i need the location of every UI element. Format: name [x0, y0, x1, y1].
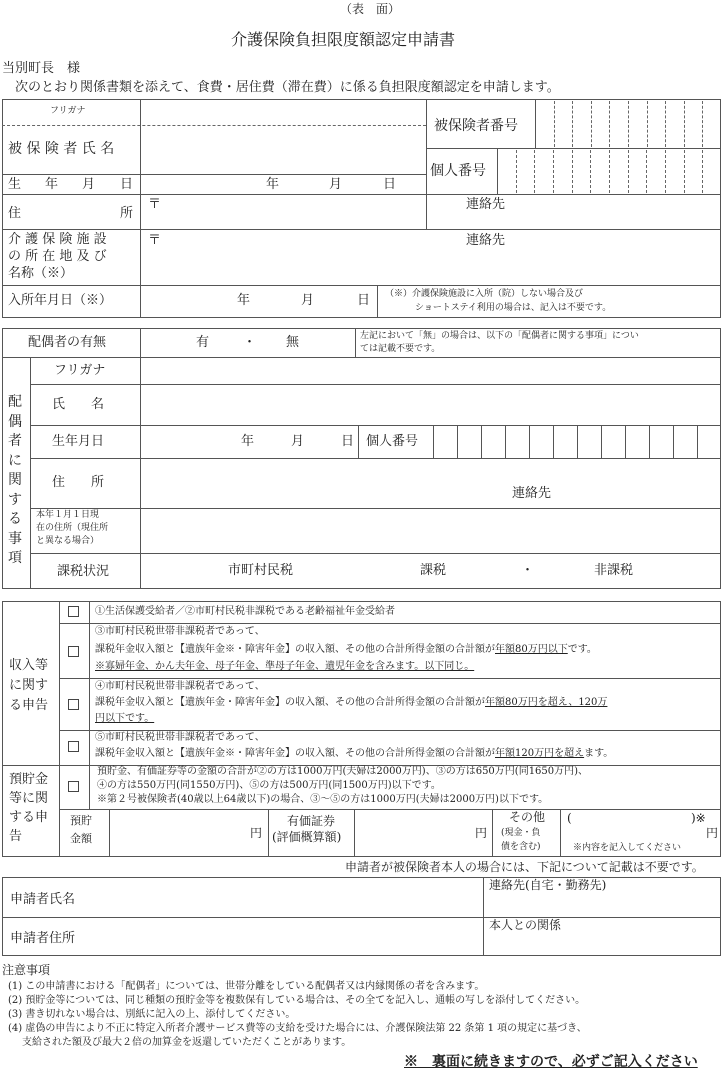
- note-4: (4) 虚偽の申告により不正に特定入所者介護サービス費等の支給を受けた場合には、介護保険法第 22 条第 1 項の規定に基づき、: [8, 1023, 587, 1034]
- address-input[interactable]: [141, 195, 720, 228]
- day-unit: 日: [383, 177, 397, 192]
- deposit-label-2: 金額: [70, 832, 92, 845]
- spouse-address-label: 住 所: [52, 475, 105, 490]
- side-label: （表 面）: [340, 2, 401, 16]
- spouse-number-cell-divider: [457, 425, 458, 458]
- month-unit: 月: [329, 177, 343, 192]
- number-cell-divider: [516, 150, 517, 193]
- number-cell-divider: [646, 150, 647, 193]
- spouse-section-char: 関: [8, 472, 22, 488]
- applicant-address-input[interactable]: [100, 918, 482, 955]
- income-item-3-line-2: 課税年金収入額と【遺族年金・障害年金】の収入額、その他の合計所得金額の合計額が年額80万円を超え、120万: [95, 697, 608, 708]
- admission-day-unit: 日: [357, 293, 371, 308]
- spouse-birth-input[interactable]: [141, 426, 357, 457]
- number-cell-divider: [702, 101, 703, 147]
- spouse-section-char: 者: [8, 433, 22, 449]
- spouse-number-cell-divider: [481, 425, 482, 458]
- income-checkbox-1[interactable]: [68, 606, 79, 617]
- income-label-2: に関す: [9, 678, 49, 693]
- deposit-amount-input[interactable]: [110, 810, 267, 856]
- other-label-1: その他: [509, 810, 546, 824]
- spouse-section-char: 配: [8, 394, 22, 410]
- facility-label-3: 名称（※）: [8, 266, 74, 281]
- note-1: (1) この申請書における「配偶者」については、世帯分離をしている配偶者又は内縁関係の者を含みます。: [8, 981, 485, 992]
- footer-note: ※ 裏面に続きますので、必ずご記入ください: [404, 1054, 698, 1070]
- spouse-number-cell-divider: [625, 425, 626, 458]
- addressee: 当別町長 様: [2, 61, 81, 76]
- number-cell-divider: [684, 101, 685, 147]
- savings-checkbox[interactable]: [68, 781, 79, 792]
- spouse-day-unit: 日: [341, 434, 355, 449]
- income-item-2-line-2: 課税年金収入額と【遺族年金※・障害年金】の収入額、その他の合計所得金額の合計額が年額80万円以下です。: [95, 644, 597, 655]
- spouse-section-char: 偶: [8, 413, 22, 430]
- savings-line-1: 預貯金、有価証券等の金額の合計が②の方は1000万円(夫婦は2000万円)、③の方は650万円(同1650万円)、: [97, 766, 589, 777]
- spouse-number-cell-divider: [697, 425, 698, 458]
- number-cell-divider: [702, 150, 703, 193]
- other-yen: 円: [706, 826, 719, 840]
- income-label-3: る申告: [9, 698, 49, 713]
- securities-yen: 円: [475, 826, 488, 840]
- year-unit: 年: [266, 177, 280, 192]
- applicant-name-input[interactable]: [100, 878, 482, 916]
- admission-month-unit: 月: [301, 293, 315, 308]
- spouse-number-cell-divider: [649, 425, 650, 458]
- spouse-number-cell-divider: [577, 425, 578, 458]
- address-label-2: 所: [120, 206, 134, 221]
- note-3: (3) 書き切れない場合は、別紙に記入の上、添付してください。: [8, 1009, 296, 1020]
- presence-yes[interactable]: 有: [196, 335, 210, 350]
- number-cell-divider: [572, 101, 573, 147]
- spouse-contact-label: 連絡先: [512, 486, 552, 501]
- income-checkbox-3[interactable]: [68, 699, 79, 710]
- postal-mark: 〒: [148, 197, 162, 212]
- other-note: ※内容を記入してください: [573, 843, 682, 853]
- number-cell-divider: [665, 101, 666, 147]
- number-cell-divider: [665, 150, 666, 193]
- income-checkbox-2[interactable]: [68, 646, 79, 657]
- savings-label-2: 等に関: [9, 791, 49, 806]
- jan1-label-2: 在の住所（現住所: [36, 523, 109, 533]
- applicant-name-label: 申請者氏名: [10, 892, 76, 907]
- number-cell-divider: [609, 150, 610, 193]
- spouse-year-unit: 年: [241, 434, 255, 449]
- tax-type: 市町村民税: [228, 563, 294, 578]
- spouse-section-char: 事: [8, 530, 22, 547]
- spouse-section-char: 項: [8, 550, 22, 566]
- birth-label-3: 月: [82, 177, 96, 192]
- admission-note-2: ショートステイ利用の場合は、記入は不要です。: [415, 303, 612, 313]
- personal-number-label: 個人番号: [430, 163, 486, 179]
- tax-taxed[interactable]: 課税: [420, 563, 447, 578]
- number-cell-divider: [647, 101, 648, 147]
- other-paren-open: (: [567, 811, 572, 825]
- spouse-presence-label: 配偶者の有無: [28, 335, 107, 350]
- spouse-number-cell-divider: [673, 425, 674, 458]
- admission-label: 入所年月日（※）: [8, 293, 113, 308]
- number-cell-divider: [684, 150, 685, 193]
- number-cell-divider: [534, 150, 535, 193]
- admission-note-1: （※）介護保険施設に入所（院）しない場合及び: [385, 289, 584, 299]
- spouse-section-char: る: [8, 511, 22, 527]
- deposit-yen: 円: [250, 826, 263, 840]
- spouse-section-char: に: [8, 452, 22, 469]
- facility-label-1: 介 護 保 険 施 設: [8, 232, 107, 247]
- applicant-contact-input[interactable]: [484, 894, 720, 916]
- other-label-3: 債を含む): [501, 842, 541, 852]
- spouse-furigana-label: フリガナ: [54, 363, 106, 378]
- applicant-note: 申請者が被保険者本人の場合には、下記について記載は不要です。: [345, 860, 704, 874]
- note-4-cont: 支給された額及び最大２倍の加算金を返還していただくことがあります。: [22, 1037, 352, 1048]
- facility-postal-mark: 〒: [148, 233, 162, 248]
- birth-date-input[interactable]: [141, 175, 425, 193]
- insured-name-input[interactable]: [141, 127, 425, 173]
- spouse-number-cell-divider: [553, 425, 554, 458]
- spouse-personal-number-label: 個人番号: [366, 434, 419, 449]
- note-2: (2) 預貯金等については、同じ種類の預貯金等を複数保有している場合は、その全てを記入し、通帳の写しを添付してください。: [8, 995, 586, 1006]
- tax-status-select[interactable]: [141, 554, 720, 588]
- contact-label: 連絡先: [466, 197, 506, 212]
- facility-input[interactable]: [141, 230, 720, 284]
- facility-contact-label: 連絡先: [466, 233, 506, 248]
- insured-name-label: 被 保 険 者 氏 名: [8, 141, 115, 157]
- savings-line-3: ※第２号被保険者(40歳以上64歳以下)の場合、③～⑤の方は1000万円(夫婦は2000万円)以下です。: [97, 794, 549, 805]
- income-item-3-line-3: 円以下です。: [95, 713, 155, 724]
- birth-label-4: 日: [120, 177, 134, 192]
- number-cell-divider: [553, 150, 554, 193]
- applicant-relation-input[interactable]: [484, 934, 720, 955]
- other-paren-close: )※: [691, 811, 706, 825]
- presence-note-1: 左記において「無」の場合は、以下の「配偶者に関する事項」につい: [360, 331, 639, 341]
- number-cell-divider: [628, 101, 629, 147]
- spouse-name-input[interactable]: [141, 385, 720, 424]
- tax-untaxed[interactable]: 非課税: [594, 563, 634, 578]
- other-label-2: (現金・負: [501, 828, 541, 838]
- insured-number-label: 被保険者番号: [434, 118, 518, 134]
- securities-amount-input[interactable]: [355, 810, 491, 856]
- tax-status-label: 課税状況: [57, 564, 110, 579]
- spouse-number-cell-divider: [529, 425, 530, 458]
- deposit-label-1: 預貯: [70, 814, 92, 827]
- number-cell-divider: [572, 150, 573, 193]
- presence-note-2: ては記載不要です。: [360, 344, 441, 354]
- facility-label-2: の 所 在 地 及 び: [8, 249, 107, 264]
- securities-label-2: (評価概算額): [272, 830, 342, 844]
- page-title: 介護保険負担限度額認定申請書: [231, 30, 456, 49]
- securities-label-1: 有価証券: [287, 814, 336, 828]
- jan1-label-1: 本年１月１日現: [36, 510, 100, 520]
- spouse-section-char: す: [8, 491, 22, 508]
- presence-no[interactable]: 無: [286, 335, 300, 350]
- intro-text: 次のとおり関係書類を添えて、食費・居住費（滞在費）に係る負担限度額認定を申請します。: [15, 80, 560, 95]
- income-item-4-line-1: ⑤市町村民税世帯非課税者であって、: [95, 732, 265, 743]
- spouse-address-input[interactable]: [141, 459, 720, 507]
- number-cell-divider: [590, 150, 591, 193]
- spouse-name-label: 氏 名: [52, 397, 105, 412]
- income-item-2-line-1: ③市町村民税世帯非課税者であって、: [95, 626, 265, 637]
- applicant-contact-label: 連絡先(自宅・勤務先): [489, 878, 607, 892]
- savings-label-1: 預貯金: [9, 772, 49, 787]
- admission-year-unit: 年: [237, 293, 251, 308]
- spouse-month-unit: 月: [291, 434, 305, 449]
- furigana-input[interactable]: [141, 100, 425, 124]
- jan1-address-input[interactable]: [141, 509, 720, 552]
- spouse-birth-label: 生年月日: [52, 434, 105, 449]
- savings-label-4: 告: [9, 829, 23, 844]
- applicant-address-label: 申請者住所: [10, 931, 76, 946]
- jan1-label-3: と異なる場合）: [36, 536, 100, 546]
- number-cell-divider: [591, 101, 592, 147]
- income-label-1: 収入等: [9, 658, 49, 673]
- income-item-4-line-2: 課税年金収入額と【遺族年金※・障害年金】の収入額、その他の合計所得金額の合計額が年額120万円を超えます。: [95, 748, 614, 759]
- birth-label-1: 生: [8, 177, 22, 192]
- spouse-number-cell-divider: [505, 425, 506, 458]
- applicant-relation-label: 本人との関係: [489, 918, 562, 932]
- savings-line-2: ④の方は550万円(同1550万円)、⑤の方は500万円(同1500万円)以下です。: [97, 780, 441, 791]
- number-cell-divider: [554, 101, 555, 147]
- spouse-number-cell-divider: [601, 425, 602, 458]
- income-item-1: ①生活保護受給者／②市町村民税非課税である老齢福祉年金受給者: [95, 606, 395, 617]
- notes-title: 注意事項: [2, 963, 51, 977]
- address-label-1: 住: [8, 206, 22, 221]
- savings-label-3: する申: [9, 810, 49, 825]
- spouse-furigana-input[interactable]: [141, 358, 720, 383]
- income-checkbox-4[interactable]: [68, 741, 79, 752]
- number-cell-divider: [609, 101, 610, 147]
- number-cell-divider: [628, 150, 629, 193]
- tax-dot: ・: [521, 563, 535, 578]
- furigana-label: フリガナ: [50, 106, 86, 116]
- income-item-2-line-3: ※寡婦年金、かん夫年金、母子年金、準母子年金、遺児年金を含みます。以下同じ。: [95, 661, 475, 672]
- presence-dot: ・: [243, 335, 257, 350]
- birth-label-2: 年: [45, 177, 59, 192]
- admission-date-input[interactable]: [141, 286, 376, 317]
- income-item-3-line-1: ④市町村民税世帯非課税者であって、: [95, 681, 265, 692]
- spouse-presence-select[interactable]: [141, 329, 354, 356]
- other-amount-input[interactable]: [561, 810, 720, 856]
